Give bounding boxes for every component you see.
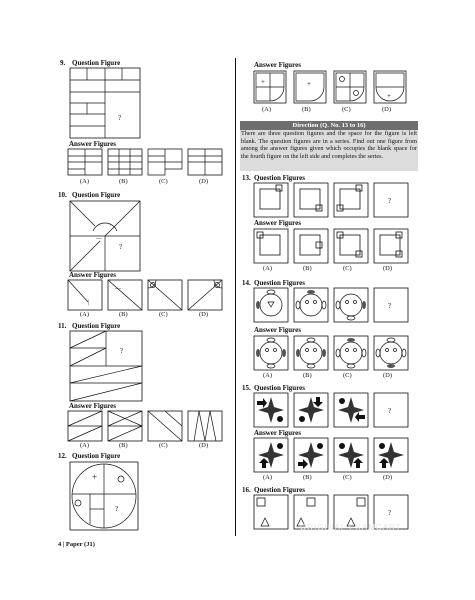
q13-number: 13. <box>242 174 251 182</box>
q13-opt-b-label: (B) <box>303 265 312 272</box>
q10-option-d <box>188 280 222 310</box>
q10-answer-label: Answer Figures <box>69 271 116 279</box>
q12-plus: + <box>92 472 98 482</box>
q13-opt-a-label: (A) <box>263 265 273 272</box>
q16-qmark: ? <box>388 509 392 517</box>
q12-option-d <box>374 71 406 103</box>
q11-opt-a-label: (A) <box>80 442 90 449</box>
q11-option-d <box>188 411 222 441</box>
q12-opt-b-label: (B) <box>302 106 311 113</box>
q9-opt-a-label: (A) <box>80 178 90 185</box>
q13-answer-label: Answer Figures <box>254 219 301 227</box>
q14-number: 14. <box>242 279 251 287</box>
q13-title: Question Figures <box>254 174 306 182</box>
q10-opt-c-label: (C) <box>159 311 168 318</box>
watermark: ORIGINAL EXAMCART <box>300 523 402 532</box>
q13-option-b <box>294 229 328 263</box>
q15-opt-b-label: (B) <box>303 474 312 481</box>
q12-number: 12. <box>58 452 67 460</box>
q9-question-figure <box>70 68 140 138</box>
q10-number: 10. <box>58 191 67 199</box>
q12-opt-d-label: (D) <box>382 106 392 113</box>
q14-option-a <box>254 336 288 370</box>
q10-title: Question Figure <box>72 191 121 199</box>
q14-opt-d-label: (D) <box>383 372 393 379</box>
q9-opt-d-label: (D) <box>199 178 209 185</box>
q12-opt-d-plus: + <box>387 92 391 100</box>
q11-opt-d-label: (D) <box>199 442 209 449</box>
q10-qmark: ? <box>119 243 123 251</box>
page-footer: 4 | Paper (J1) <box>58 541 95 548</box>
q15-answer-label: Answer Figures <box>254 429 301 437</box>
q13-option-a <box>254 229 288 263</box>
q13-option-c <box>334 229 368 263</box>
q11-number: 11. <box>58 322 67 330</box>
q9-opt-c-label: (C) <box>159 178 168 185</box>
q14-opt-c-label: (C) <box>343 372 352 379</box>
q13-opt-d-label: (D) <box>383 265 393 272</box>
q14-opt-a-label: (A) <box>263 372 273 379</box>
q9-answer-figures <box>68 149 228 175</box>
q14-answer-label: Answer Figures <box>254 326 301 334</box>
q14-option-c <box>334 336 368 370</box>
q11-qmark: ? <box>120 347 124 355</box>
q15-number: 15. <box>242 384 251 392</box>
q14-qmark: ? <box>388 302 392 310</box>
q11-option-a <box>68 411 102 441</box>
q12-opt-c-label: (C) <box>342 106 351 113</box>
q11-option-c <box>148 411 182 441</box>
q15-option-c <box>334 438 368 472</box>
q12-option-a <box>254 71 286 103</box>
q9-option-d <box>188 149 222 175</box>
q10-option-a <box>68 280 102 310</box>
q9-opt-b-label: (B) <box>119 178 128 185</box>
q11-opt-b-label: (B) <box>119 442 128 449</box>
q11-option-b <box>108 411 142 441</box>
q12-answer-figures <box>254 71 414 103</box>
q12-opt-b-plus: + <box>307 80 311 88</box>
q12-qmark: ? <box>115 505 119 513</box>
q13-option-d <box>374 229 408 263</box>
q15-option-b <box>294 438 328 472</box>
q12-answer-label: Answer Figures <box>254 61 301 69</box>
q10-opt-b-label: (B) <box>119 311 128 318</box>
q9-option-c <box>148 149 182 175</box>
q9-qmark: ? <box>118 114 122 122</box>
q10-option-c <box>148 280 182 310</box>
svg-text:—: — <box>115 286 121 292</box>
q14-option-b <box>294 336 328 370</box>
svg-text:|: | <box>88 300 90 306</box>
q15-opt-d-label: (D) <box>383 474 393 481</box>
q12-title: Question Figure <box>72 452 121 460</box>
direction-title: Direction (Q. No. 13 to 16) <box>240 121 418 130</box>
column-divider <box>235 58 236 536</box>
q12-opt-a-label: (A) <box>262 106 272 113</box>
q15-opt-c-label: (C) <box>343 474 352 481</box>
q13-answer-figures <box>254 229 419 263</box>
q14-answer-figures <box>254 336 419 370</box>
q11-answer-label: Answer Figures <box>69 402 116 410</box>
svg-text:—: — <box>96 236 102 242</box>
q12-question-figure <box>70 462 138 530</box>
q13-question-figures <box>254 183 419 217</box>
q14-question-figures <box>254 288 419 322</box>
q15-qmark: ? <box>388 407 392 415</box>
q14-option-d <box>374 336 408 370</box>
q15-option-d <box>374 438 408 472</box>
q11-answer-figures <box>68 411 228 441</box>
q15-option-a <box>254 438 288 472</box>
q15-opt-a-label: (A) <box>263 474 273 481</box>
q15-answer-figures <box>254 438 419 472</box>
q13-opt-c-label: (C) <box>343 265 352 272</box>
q11-title: Question Figure <box>72 322 121 330</box>
q11-opt-c-label: (C) <box>159 442 168 449</box>
q12-option-b <box>294 71 326 103</box>
q10-question-figure <box>70 201 140 271</box>
q10-option-b <box>108 280 142 310</box>
q15-title: Question Figures <box>254 384 306 392</box>
q10-answer-figures <box>68 280 228 310</box>
q12-opt-a-plus: + <box>261 78 265 86</box>
q14-opt-b-label: (B) <box>303 372 312 379</box>
q11-question-figure <box>70 331 142 401</box>
q12-option-c <box>334 71 366 103</box>
q13-qmark: ? <box>388 197 392 205</box>
q9-title: Question Figure <box>72 59 121 67</box>
q9-option-b <box>108 149 142 175</box>
q14-title: Question Figures <box>254 279 306 287</box>
direction-text: There are three question figures and the space for the figure is left blank. The question figures are in a series. Find out one figure from among the answer figures given which occupies the blank space for the fourth figure on the left side and completes the series. <box>240 130 418 171</box>
q10-opt-a-label: (A) <box>80 311 90 318</box>
q9-number: 9. <box>60 59 66 67</box>
q10-opt-d-label: (D) <box>199 311 209 318</box>
q15-question-figures <box>254 393 419 427</box>
q16-number: 16. <box>242 486 251 494</box>
q9-option-a <box>68 149 102 175</box>
q9-answer-label: Answer Figures <box>69 140 116 148</box>
q16-title: Question Figures <box>254 486 306 494</box>
